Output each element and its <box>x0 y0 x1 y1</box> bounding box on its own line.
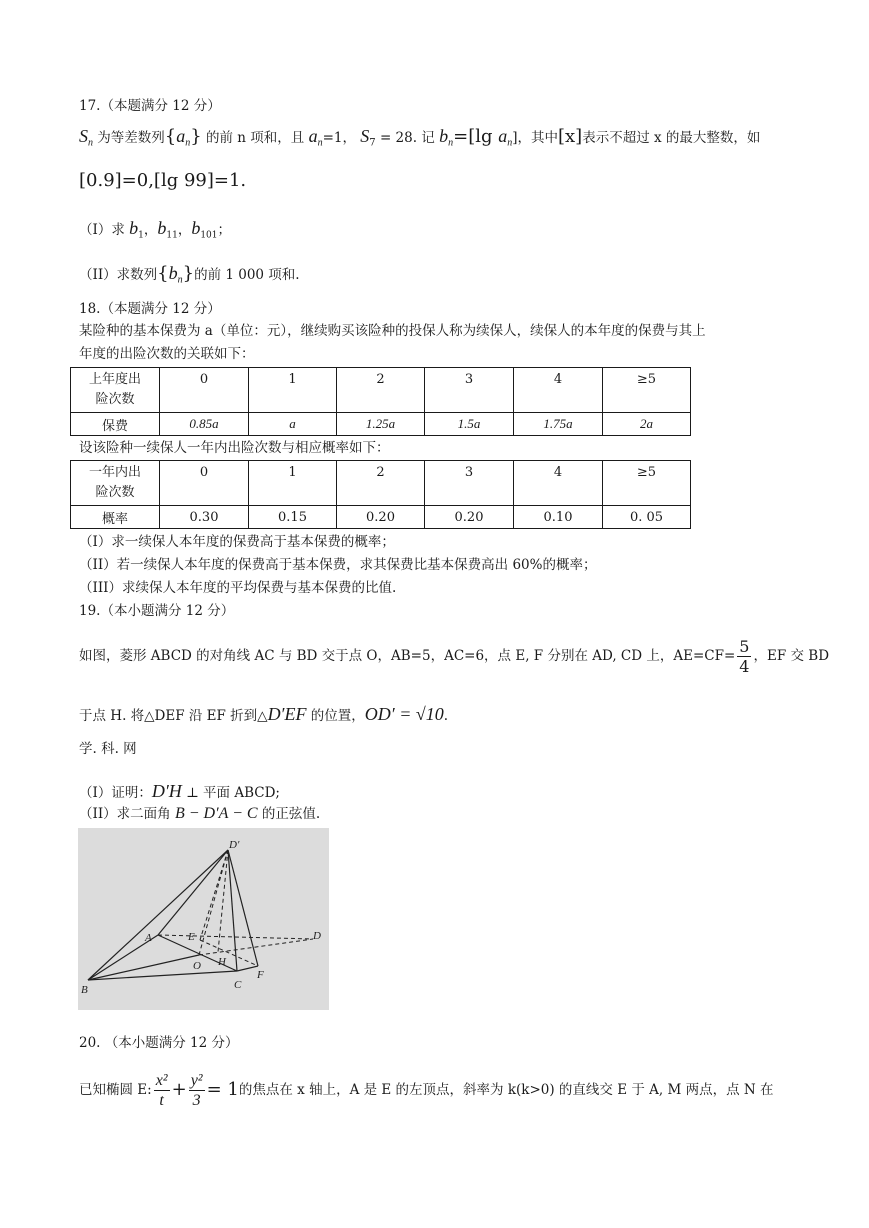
table-col-header: 3 <box>425 368 514 413</box>
q18-part1: （I）求一续保人本年度的保费高于基本保费的概率； <box>79 534 395 550</box>
table-cell: a <box>249 413 337 436</box>
table-row-label: 保费 <box>71 413 160 436</box>
table-col-header: ≥5 <box>603 461 691 506</box>
table-row-label: 概率 <box>71 506 160 529</box>
label-C: C <box>234 979 242 991</box>
watermark-text: 学. 科. 网 <box>79 741 137 757</box>
label-A: A <box>145 932 152 944</box>
table-cell: 0.85a <box>160 413 249 436</box>
q19-heading: 19.（本小题满分 12 分） <box>79 603 235 619</box>
table-cell: 1.25a <box>337 413 425 436</box>
table-col-header: 2 <box>337 368 425 413</box>
table-row <box>71 413 691 436</box>
table-cell: 1.5a <box>425 413 514 436</box>
table-cell: 1.75a <box>514 413 603 436</box>
table-cell: 0.30 <box>160 506 249 529</box>
table-row <box>71 368 691 413</box>
label-D: D <box>313 930 321 942</box>
label-D-prime: D′ <box>229 839 240 851</box>
table-cell: 0.15 <box>249 506 337 529</box>
table-col-header: 1 <box>249 368 337 413</box>
q18-intro-line2: 年度的出险次数的关联如下： <box>79 346 255 362</box>
q17-part1: （I）求 $b_1$，$b_{11}$，$b_{101}$； <box>79 218 231 241</box>
label-B: B <box>81 984 88 996</box>
table-col-header: 2 <box>337 461 425 506</box>
q17-part2: （II）求数列$\{b_n\}$的前 1 000 项和. <box>79 263 300 286</box>
table-header-cell: 一年内出 险次数 <box>71 461 160 506</box>
q20-statement-line1: 已知椭圆 E: $\frac{\text{x²}}{t}$ + $\frac{\text{y²}}{3}$ = 1 的焦点在 x 轴上，A 是 E 的左顶点，斜率为 k(k>0) 的直线交 E 于 A, M 两点，点 N 在 <box>79 1071 774 1109</box>
q20-heading: 20. （本小题满分 12 分） <box>79 1035 239 1051</box>
q18-part2: （II）若一续保人本年度的保费高于基本保费，求其保费比基本保费高出 60%的概率； <box>79 557 597 573</box>
q18-heading: 18.（本题满分 12 分） <box>79 301 221 317</box>
table-col-header: 4 <box>514 461 603 506</box>
figure-background <box>78 828 329 1010</box>
table-row <box>71 506 691 529</box>
q19-statement-line2: 于点 H. 将△DEF 沿 EF 折到△D′EF 的位置，OD′ = √10. <box>79 704 449 724</box>
probability-table <box>70 460 691 529</box>
table-cell: 2a <box>603 413 691 436</box>
label-E: E <box>188 931 195 943</box>
fraction-y2-over-3: $\frac{\text{y²}}{3}$ <box>190 1071 203 1109</box>
q17-heading: 17.（本题满分 12 分） <box>79 98 221 114</box>
label-H: H <box>218 956 226 968</box>
q17-example: [0.9]=0,[lg 99]=1. <box>79 170 247 191</box>
q19-part2: （II）求二面角 B − D′A − C 的正弦值. <box>79 805 321 822</box>
table-col-header: 0 <box>160 368 249 413</box>
table-row <box>71 461 691 506</box>
fraction-x2-over-t: $\frac{\text{x²}}{t}$ <box>155 1071 168 1109</box>
table-cell: 0.20 <box>425 506 514 529</box>
q19-part1: （I）证明：D′H ⊥ 平面 ABCD; <box>79 781 280 801</box>
q18-intro-line1: 某险种的基本保费为 a（单位：元），继续购买该险种的投保人称为续保人，续保人的本年度的保费与其上 <box>79 323 706 339</box>
q19-statement-line1: 如图，菱形 ABCD 的对角线 AC 与 BD 交于点 O，AB=5，AC=6，点 E, F 分别在 AD, CD 上，AE=CF= $\frac{5}{4}$ ，EF 交 BD <box>79 636 830 676</box>
table-header-cell: 上年度出 险次数 <box>71 368 160 413</box>
fraction-five-quarters: $\frac{5}{4}$ <box>739 636 750 676</box>
table-col-header: ≥5 <box>603 368 691 413</box>
table-col-header: 1 <box>249 461 337 506</box>
table-cell: 0.20 <box>337 506 425 529</box>
label-O: O <box>193 960 201 972</box>
table-cell: 0. 05 <box>603 506 691 529</box>
premium-table <box>70 367 691 436</box>
table-col-header: 4 <box>514 368 603 413</box>
table-cell: 0.10 <box>514 506 603 529</box>
label-F: F <box>257 969 264 981</box>
table-col-header: 0 <box>160 461 249 506</box>
q18-between-text: 设该险种一续保人一年内出险次数与相应概率如下： <box>79 440 390 456</box>
q18-part3: （III）求续保人本年度的平均保费与基本保费的比值. <box>79 580 397 596</box>
q17-statement-line1: $S_n$ 为等差数列$\{a_n\}$ 的前 n 项和，且 $a_n=1$， $S_7 = 28$. 记 $b_n=[\lg$ $a_n$]，其中[x]表示不超过 x 的最大整数，如 <box>79 126 761 149</box>
pyramid-figure <box>78 828 329 1010</box>
table-col-header: 3 <box>425 461 514 506</box>
